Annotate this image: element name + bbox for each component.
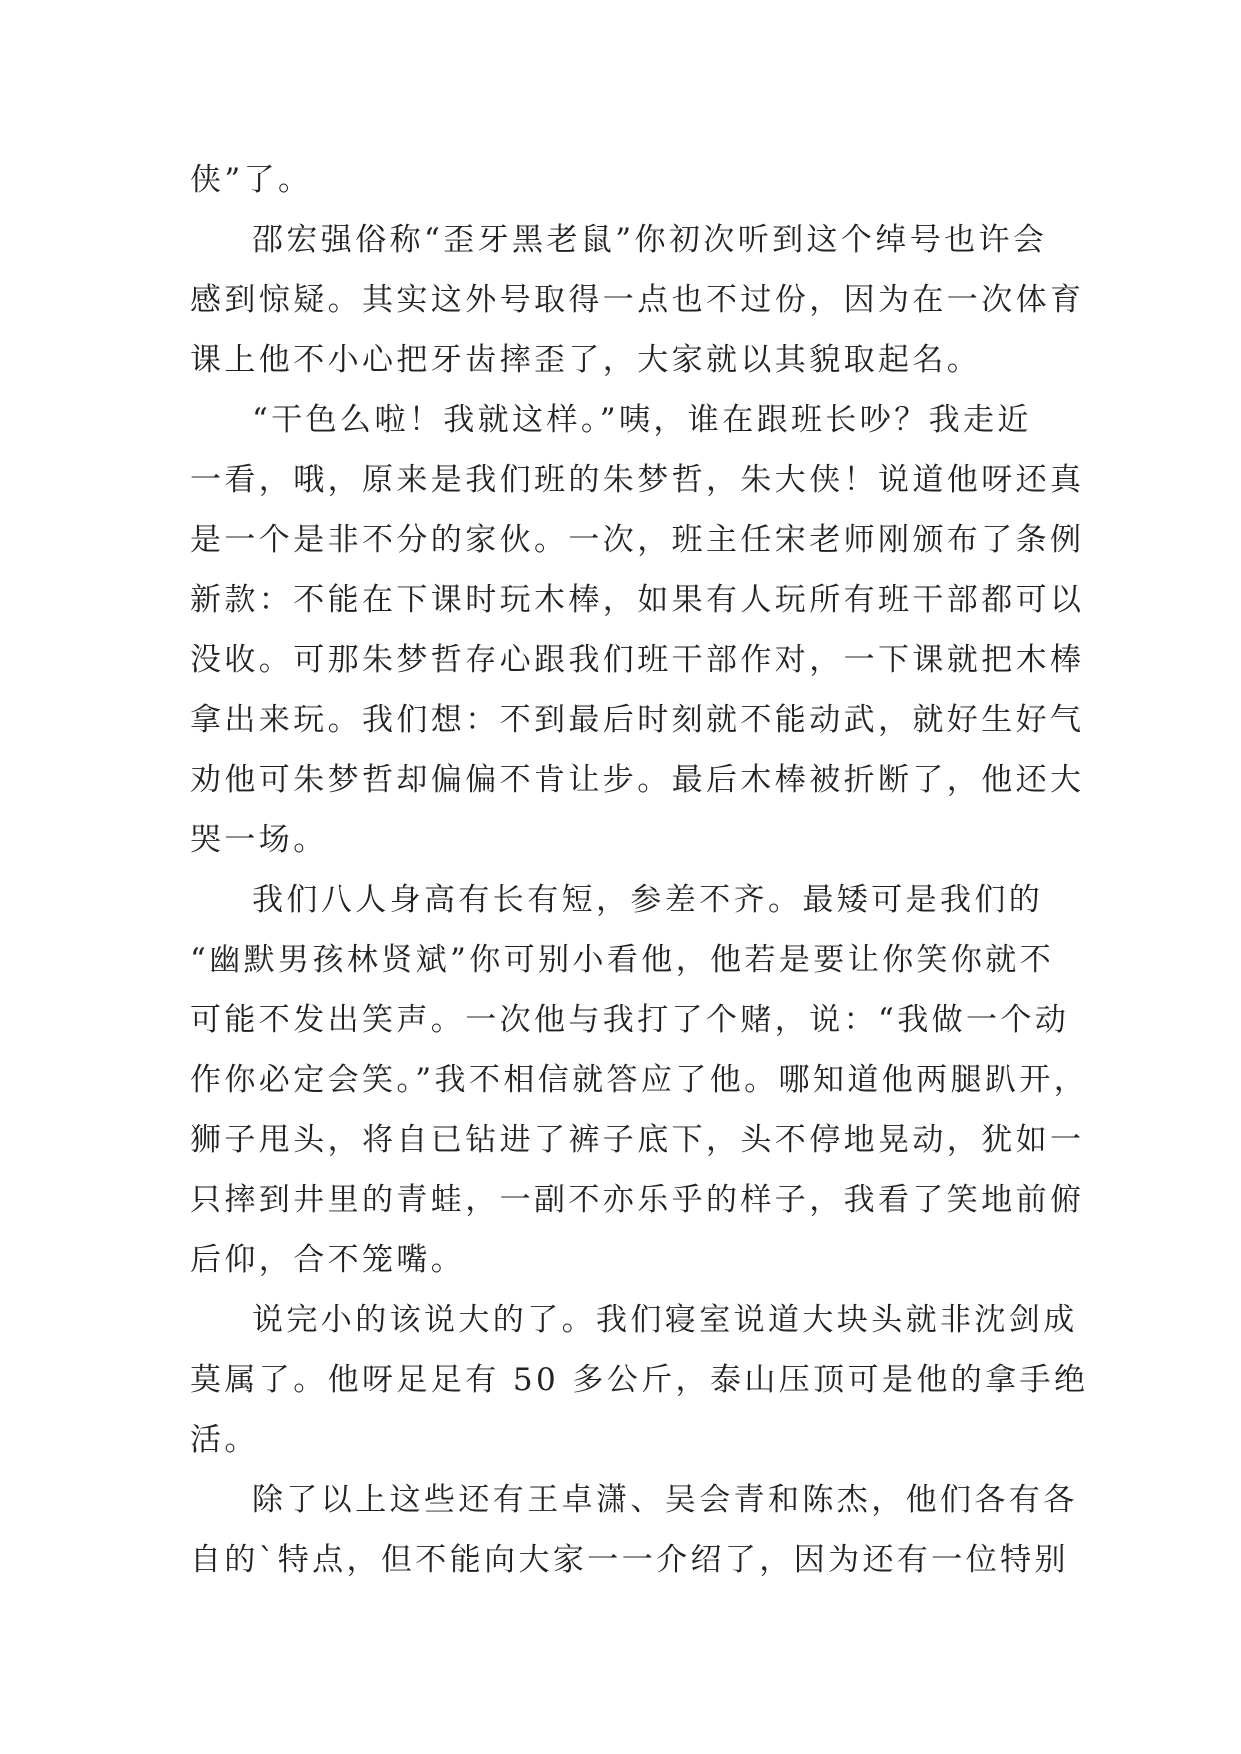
text-line: 只摔到井里的青蛙，一副不亦乐乎的样子，我看了笑地前俯 — [190, 1182, 1085, 1218]
text-line: 是一个是非不分的家伙。一次，班主任宋老师刚颁布了条例 — [190, 522, 1085, 558]
text-line: 一看，哦，原来是我们班的朱梦哲，朱大侠！说道他呀还真 — [190, 462, 1085, 498]
text-line: 后仰，合不笼嘴。 — [190, 1242, 466, 1278]
text-line: 可能不发出笑声。一次他与我打了个赌，说：“我做一个动 — [190, 1002, 1070, 1038]
text-line: 说完小的该说大的了。我们寝室说道大块头就非沈剑成 — [252, 1302, 1078, 1338]
text-line: 感到惊疑。其实这外号取得一点也不过份，因为在一次体育 — [190, 282, 1085, 318]
text-line: 课上他不小心把牙齿摔歪了，大家就以其貌取起名。 — [190, 342, 982, 378]
text-line: 拿出来玩。我们想：不到最后时刻就不能动武，就好生好气 — [190, 702, 1085, 738]
text-line: 除了以上这些还有王卓潇、吴会青和陈杰，他们各有各 — [252, 1482, 1078, 1518]
text-line: 活。 — [190, 1422, 259, 1458]
text-line: 作你必定会笑。”我不相信就答应了他。哪知道他两腿趴开， — [190, 1062, 1089, 1098]
text-line: 邵宏强俗称“歪牙黑老鼠”你初次听到这个绰号也许会 — [252, 222, 1048, 258]
text-line: 狮子甩头，将自已钻进了裤子底下，头不停地晃动，犹如一 — [190, 1122, 1085, 1158]
body-text — [190, 150, 1089, 1590]
text-line: “干色么啦！我就这样。”咦，谁在跟班长吵？我走近 — [252, 402, 1032, 438]
text-line: 没收。可那朱梦哲存心跟我们班干部作对，一下课就把木棒 — [190, 642, 1085, 678]
text-line: 我们八人身高有长有短，参差不齐。最矮可是我们的 — [252, 882, 1044, 918]
text-line: “幽默男孩林贤斌”你可别小看他，他若是要让你笑你就不 — [190, 942, 1055, 978]
text-line: 莫属了。他呀足足有 50 多公斤，泰山压顶可是他的拿手绝 — [190, 1362, 1089, 1398]
text-line: 侠”了。 — [190, 162, 313, 198]
text-line: 新款：不能在下课时玩木棒，如果有人玩所有班干部都可以 — [190, 582, 1085, 618]
text-line: 自的`特点，但不能向大家一一介绍了，因为还有一位特别 — [190, 1542, 1069, 1578]
text-line: 劝他可朱梦哲却偏偏不肯让步。最后木棒被折断了，他还大 — [190, 762, 1085, 798]
text-line: 哭一场。 — [190, 822, 328, 858]
